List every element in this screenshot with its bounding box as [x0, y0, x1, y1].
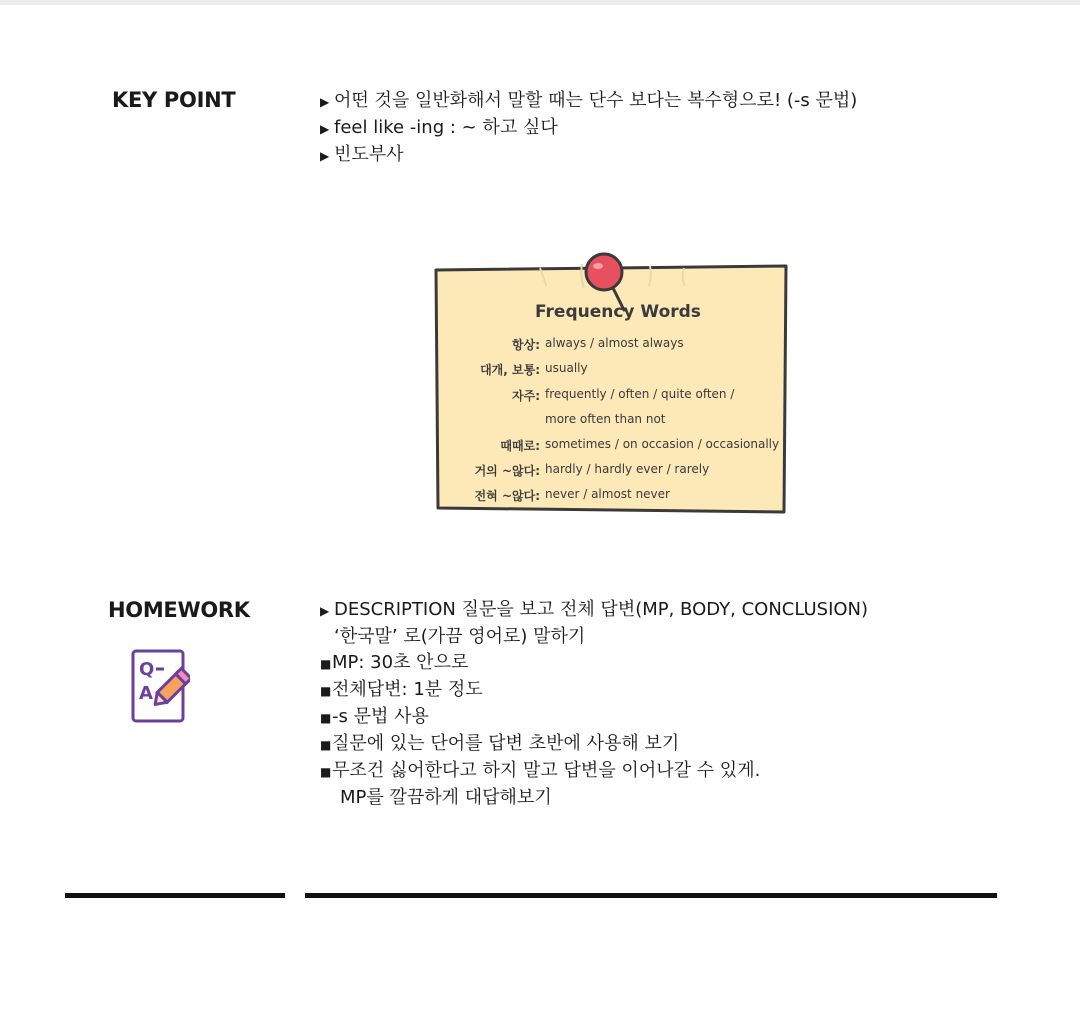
list-item: ▶ 빈도부사 — [320, 142, 857, 169]
list-item: ■무조건 싫어한다고 하지 말고 답변을 이어나갈 수 있게. — [320, 758, 868, 785]
homework-list — [320, 597, 868, 811]
square-bullet-icon: ■ — [320, 657, 332, 671]
list-item: ▶ 어떤 것을 일반화해서 말할 때는 단수 보다는 복수형으로! (-s 문법) — [320, 88, 857, 115]
list-item: ▶ DESCRIPTION 질문을 보고 전체 답변(MP, BODY, CONCLUSION) — [320, 597, 868, 624]
homework-label: HOMEWORK — [108, 598, 250, 622]
triangle-bullet-icon: ▶ — [320, 604, 330, 618]
square-bullet-icon: ■ — [320, 684, 332, 698]
list-item-continuation: ‘한국말’ 로(가끔 영어로) 말하기 — [334, 626, 586, 647]
list-item-continuation: MP를 깔끔하게 대답해보기 — [340, 787, 552, 808]
frequency-note-title: Frequency Words — [535, 302, 701, 322]
top-divider — [0, 0, 1080, 5]
key-point-list — [320, 88, 857, 169]
list-item: ■전체답변: 1분 정도 — [320, 677, 868, 704]
square-bullet-icon: ■ — [320, 711, 332, 725]
footer-rule-right — [305, 893, 997, 898]
list-item: ▶ feel like -ing : ~ 하고 싶다 — [320, 115, 857, 142]
svg-text:Q: Q — [139, 659, 155, 680]
list-item: ■MP: 30초 안으로 — [320, 650, 868, 677]
footer-rule-left — [65, 893, 285, 898]
qa-pencil-icon — [130, 645, 190, 725]
square-bullet-icon: ■ — [320, 738, 332, 752]
triangle-bullet-icon: ▶ — [320, 149, 330, 163]
square-bullet-icon: ■ — [320, 765, 332, 779]
key-point-label: KEY POINT — [112, 88, 236, 112]
triangle-bullet-icon: ▶ — [320, 95, 330, 109]
triangle-bullet-icon: ▶ — [320, 122, 330, 136]
svg-text:A: A — [139, 683, 153, 704]
list-item: ■-s 문법 사용 — [320, 704, 868, 731]
list-item: ■질문에 있는 단어를 답변 초반에 사용해 보기 — [320, 731, 868, 758]
